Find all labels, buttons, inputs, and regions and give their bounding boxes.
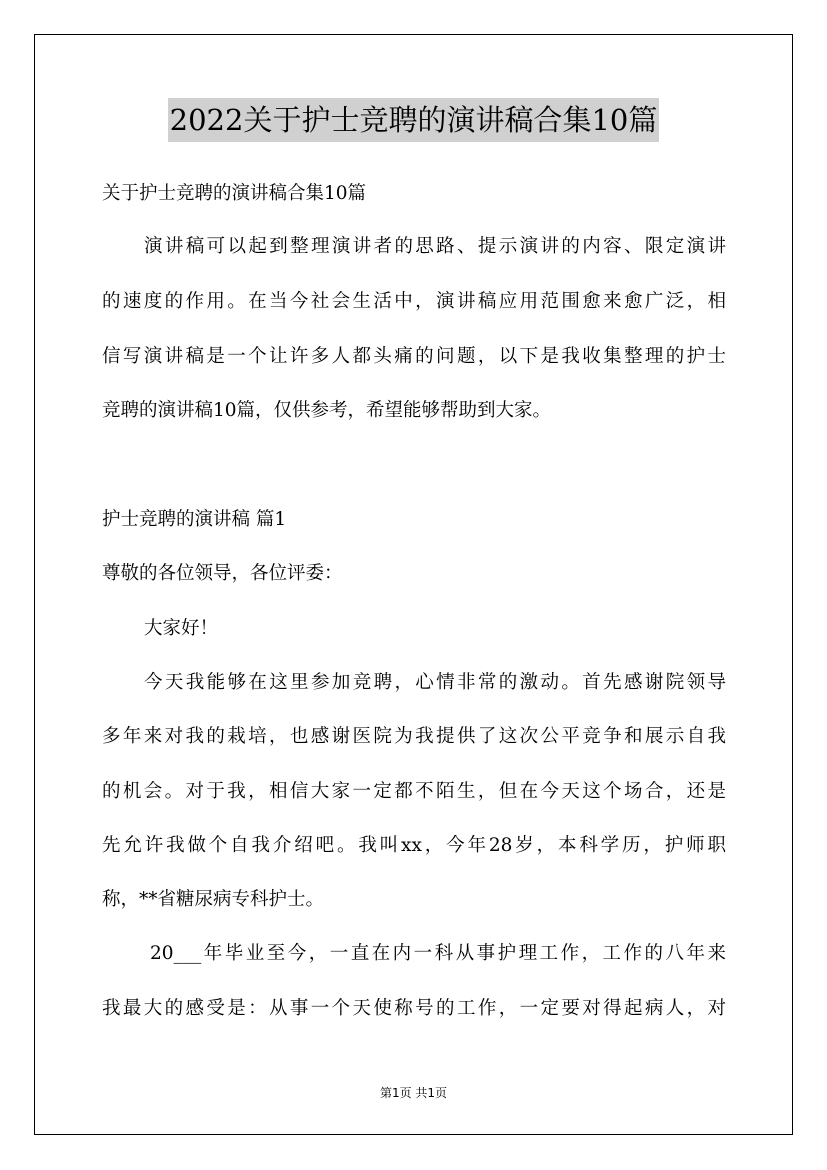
intro-line-2: 的速度的作用。在当今社会生活中，演讲稿应用范围愈来愈广泛，相 — [102, 291, 726, 312]
greeting: 大家好！ — [144, 618, 219, 639]
para1-line-1: 今天我能够在这里参加竞聘，心情非常的激动。首先感谢院领导 — [144, 672, 726, 693]
para2-line-2: 我最大的感受是：从事一个天使称号的工作，一定要对得起病人，对 — [102, 998, 726, 1019]
document-title: 2022关于护士竞聘的演讲稿合集10篇 — [168, 98, 660, 142]
para2-line-1: 20___年毕业至今，一直在内一科从事护理工作，工作的八年来 — [150, 943, 726, 964]
intro-line-1: 演讲稿可以起到整理演讲者的思路、提示演讲的内容、限定演讲 — [144, 236, 726, 257]
intro-line-4: 竞聘的演讲稿10篇，仅供参考，希望能够帮助到大家。 — [102, 400, 552, 421]
salutation: 尊敬的各位领导，各位评委： — [102, 563, 343, 584]
subtitle: 关于护士竞聘的演讲稿合集10篇 — [102, 183, 367, 204]
section-heading: 护士竞聘的演讲稿 篇1 — [102, 509, 287, 530]
para1-line-3: 的机会。对于我，相信大家一定都不陌生，但在今天这个场合，还是 — [102, 781, 726, 802]
para1-line-2: 多年来对我的栽培，也感谢医院为我提供了这次公平竞争和展示自我 — [102, 726, 726, 747]
para1-line-5: 称，**省糖尿病专科护士。 — [102, 889, 325, 910]
para1-line-4: 先允许我做个自我介绍吧。我叫xx，今年28岁，本科学历，护师职 — [102, 835, 726, 856]
page-footer: 第1页 共1页 — [379, 1086, 448, 1100]
intro-line-3: 信写演讲稿是一个让许多人都头痛的问题，以下是我收集整理的护士 — [102, 346, 726, 367]
